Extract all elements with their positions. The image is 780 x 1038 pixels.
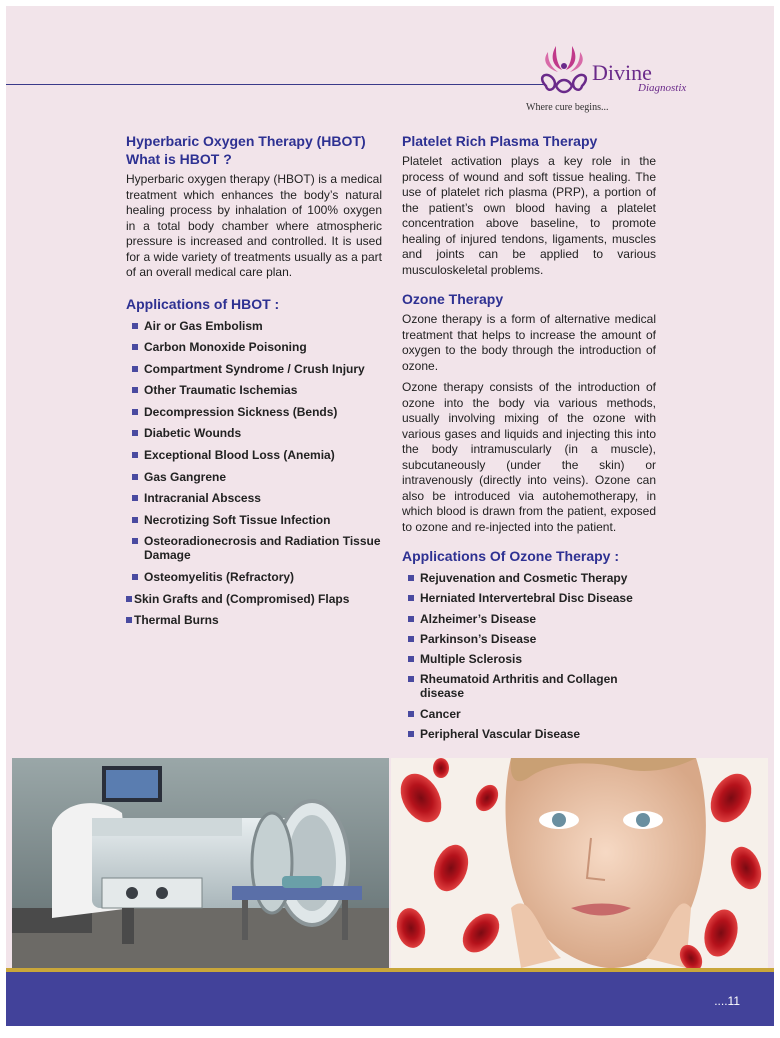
hyperbaric-chamber-photo xyxy=(12,758,389,968)
list-item: Skin Grafts and (Compromised) Flaps xyxy=(126,592,382,606)
list-item: Thermal Burns xyxy=(126,613,382,627)
hbot-applications-list xyxy=(126,319,382,628)
list-item: Cancer xyxy=(402,707,656,721)
divine-diagnostix-logo xyxy=(526,42,726,118)
face-blood-cells-photo xyxy=(391,758,768,968)
list-item: Diabetic Wounds xyxy=(126,426,382,440)
hbot-title: Hyperbaric Oxygen Therapy (HBOT) xyxy=(126,133,366,149)
list-item: Osteomyelitis (Refractory) xyxy=(126,570,382,584)
list-item: Exceptional Blood Loss (Anemia) xyxy=(126,448,382,462)
header-rule xyxy=(6,84,544,85)
ozone-applications-heading: Applications Of Ozone Therapy : xyxy=(402,548,620,564)
list-item: Necrotizing Soft Tissue Infection xyxy=(126,513,382,527)
ozone-applications-list xyxy=(402,571,656,741)
list-item: Parkinson’s Disease xyxy=(402,632,656,646)
list-item: Multiple Sclerosis xyxy=(402,652,656,666)
list-item: Air or Gas Embolism xyxy=(126,319,382,333)
logo-brand-name: Divine xyxy=(592,60,652,85)
list-item: Compartment Syndrome / Crush Injury xyxy=(126,362,382,376)
list-item: Other Traumatic Ischemias xyxy=(126,383,382,397)
right-column xyxy=(402,132,656,747)
list-item: Intracranial Abscess xyxy=(126,491,382,505)
list-item: Alzheimer’s Disease xyxy=(402,612,656,626)
footer-bar xyxy=(6,972,774,1026)
list-item: Decompression Sickness (Bends) xyxy=(126,405,382,419)
logo-subtitle: Diagnostix xyxy=(638,82,687,94)
list-item: Rejuvenation and Cosmetic Therapy xyxy=(402,571,656,585)
hbot-applications-heading: Applications of HBOT : xyxy=(126,295,280,312)
ozone-paragraph-2: Ozone therapy consists of the introduction of ozone into the body via various methods, usually involving mixing of the ozone with various gases and liquids and injecting this into the body intramuscularly (in a muscle), subcutaneously (under the skin) or intravenously (directly into veins). Ozone can also be introduced via autohemotherapy, in which blood is drawn from the patient, exposed to ozone and re-injected into the patient. xyxy=(402,380,656,534)
list-item: Gas Gangrene xyxy=(126,470,382,484)
ozone-heading: Ozone Therapy xyxy=(402,291,504,307)
page-number: ....11 xyxy=(714,994,740,1008)
brochure-page xyxy=(6,6,774,1026)
hbot-intro-paragraph: Hyperbaric oxygen therapy (HBOT) is a medical treatment which enhances the body’s natural healing process by inhalation of 100% oxygen in a total body chamber where atmospheric pressure is increased and controlled. It is used for a wide variety of treatments usually as a part of an overall medical care plan. xyxy=(126,172,382,279)
list-item: Rheumatoid Arthritis and Collagen disease xyxy=(402,672,656,700)
list-item: Herniated Intervertebral Disc Disease xyxy=(402,591,656,605)
what-is-hbot-heading: What is HBOT ? xyxy=(126,151,232,167)
prp-heading: Platelet Rich Plasma Therapy xyxy=(402,133,598,149)
list-item: Osteoradionecrosis and Radiation Tissue Damage xyxy=(126,534,382,562)
prp-paragraph: Platelet activation plays a key role in the process of wound and soft tissue healing. The use of platelet rich plasma (PRP), a portion of the patient’s own blood having a platelet concentration above baseline, to promote healing of injured tendons, ligaments, muscles and joints can be applied to various musculoskeletal problems. xyxy=(402,154,656,277)
list-item: Peripheral Vascular Disease xyxy=(402,727,656,741)
list-item: Carbon Monoxide Poisoning xyxy=(126,340,382,354)
lotus-figure-icon xyxy=(534,42,594,98)
ozone-paragraph-1: Ozone therapy is a form of alternative medical treatment that helps to increase the amount of oxygen to the body through the introduction of ozone. xyxy=(402,312,656,373)
left-column xyxy=(126,132,382,635)
logo-tagline: Where cure begins... xyxy=(526,102,609,113)
